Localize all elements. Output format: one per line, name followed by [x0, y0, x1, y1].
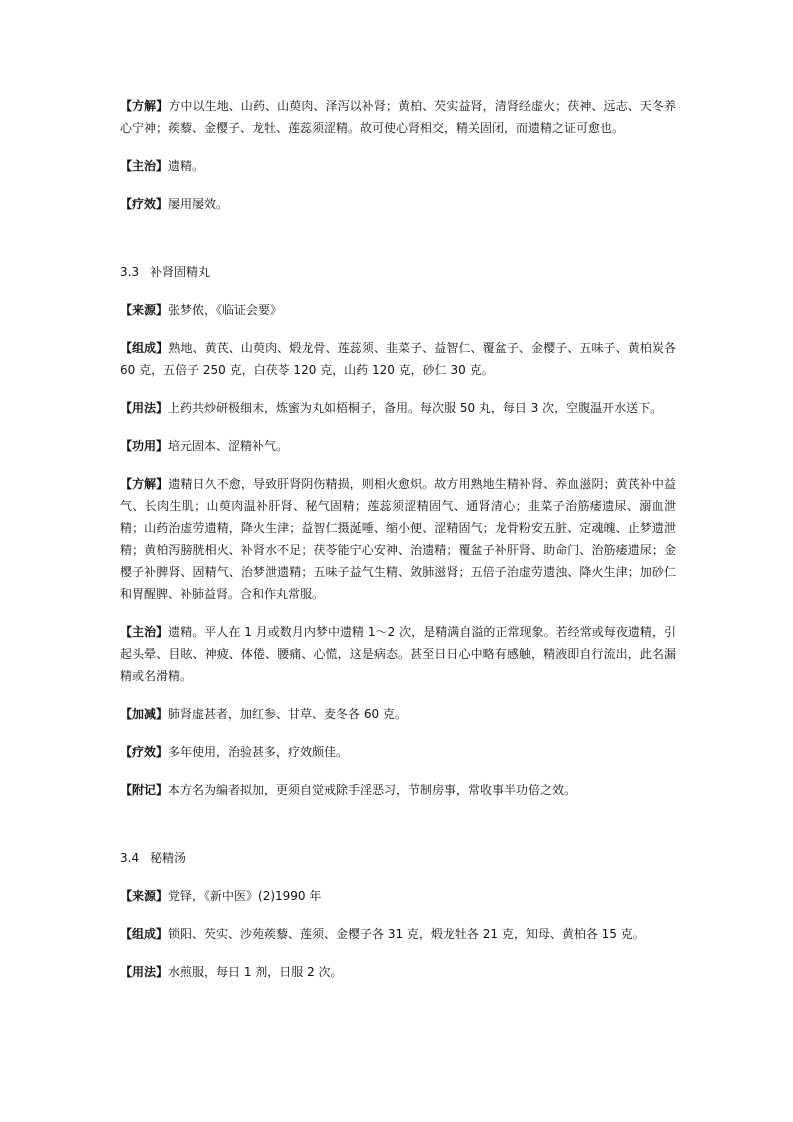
- jiajian-label: 【加减】: [120, 707, 169, 721]
- zucheng-paragraph: [120, 337, 676, 381]
- zhuzhi-label: 【主治】: [120, 625, 169, 639]
- section-number: 3.4: [120, 851, 140, 865]
- zhuzhi-paragraph: [120, 155, 676, 177]
- yongfa-paragraph-3-4: [120, 961, 676, 983]
- zucheng-paragraph-3-4: [120, 923, 676, 945]
- liaoxiao-text: 屡用屡效。: [168, 197, 229, 211]
- fangjie-paragraph-3-3: [120, 473, 676, 605]
- fangjie-label: 【方解】: [120, 99, 169, 113]
- fangjie-text: 遗精日久不愈，导致肝肾阴伤精损，则相火愈炽。故方用熟地生精补肾、养血滋阴；黄芪补中益气、长肉生肌；山萸肉温补肝肾、秘气固精；莲蕊须涩精固气、通肾清心；韭菜子治筋痿遗尿、溺血泄精；山药治虚劳遗精，降火生津；益智仁摄涎唾、缩小便、涩精固气；龙骨粉安五脏、定魂魄、止梦遗泄精；黄柏泻膀胱相火、补肾水不足；茯苓能宁心安神、治遗精；覆盆子补肝肾、助命门、治筋痿遗尿；金樱子补脾肾、固精气、治梦泄遗精；五味子益气生精、敛肺滋肾；五倍子治虚劳遗浊、降火生津；加砂仁和胃醒脾、补肺益肾。合和作丸常服。: [120, 477, 676, 601]
- fuji-text: 本方名为编者拟加，更须自觉戒除手淫恶习，节制房事，常收事半功倍之效。: [168, 783, 577, 797]
- laiyuan-label: 【来源】: [120, 889, 169, 903]
- fangjie-paragraph: [120, 95, 676, 139]
- laiyuan-text: 党铎，《新中医》(2)1990 年: [168, 889, 322, 903]
- gongyong-paragraph: [120, 435, 676, 457]
- yongfa-label: 【用法】: [120, 965, 169, 979]
- gongyong-label: 【功用】: [120, 439, 169, 453]
- zhuzhi-paragraph-3-3: [120, 621, 676, 687]
- yongfa-text: 上药共炒研极细末，炼蜜为丸如梧桐子，备用。每次服 50 丸，每日 3 次，空腹温开水送下。: [168, 401, 663, 415]
- liaoxiao-paragraph: [120, 193, 676, 215]
- laiyuan-paragraph: [120, 299, 676, 321]
- zucheng-label: 【组成】: [120, 341, 169, 355]
- liaoxiao-label: 【疗效】: [120, 745, 169, 759]
- jiajian-paragraph: [120, 703, 676, 725]
- section-heading-3-3: [120, 261, 676, 283]
- liaoxiao-text: 多年使用，治验甚多，疗效颇佳。: [168, 745, 349, 759]
- liaoxiao-label: 【疗效】: [120, 197, 169, 211]
- zucheng-text: 熟地、黄芪、山萸肉、煅龙骨、莲蕊须、韭菜子、益智仁、覆盆子、金樱子、五味子、黄柏炭各 60 克，五倍子 250 克，白茯苓 120 克，山药 120 克，砂仁 30 克。: [120, 341, 676, 377]
- laiyuan-label: 【来源】: [120, 303, 169, 317]
- zhuzhi-text: 遗精。: [168, 159, 205, 173]
- fangjie-label: 【方解】: [120, 477, 169, 491]
- zucheng-text: 锁阳、芡实、沙苑蒺藜、莲须、金樱子各 31 克，煅龙牡各 21 克，知母、黄柏各 15 克。: [168, 927, 645, 941]
- laiyuan-paragraph-3-4: [120, 885, 676, 907]
- liaoxiao-paragraph-3-3: [120, 741, 676, 763]
- gongyong-text: 培元固本、涩精补气。: [168, 439, 289, 453]
- yongfa-text: 水煎服，每日 1 剂，日服 2 次。: [168, 965, 343, 979]
- section-title: 秘精汤: [150, 851, 187, 865]
- jiajian-text: 肺肾虚甚者，加红参、甘草、麦冬各 60 克。: [168, 707, 407, 721]
- zhuzhi-label: 【主治】: [120, 159, 169, 173]
- yongfa-paragraph: [120, 397, 676, 419]
- fangjie-text: 方中以生地、山药、山萸肉、泽泻以补肾；黄柏、芡实益肾，清肾经虚火；茯神、远志、天冬养心宁神；蒺藜、金樱子、龙牡、莲蕊须涩精。故可使心肾相交，精关固闭，而遗精之证可愈也。: [120, 99, 676, 135]
- yongfa-label: 【用法】: [120, 401, 169, 415]
- fuji-paragraph: [120, 779, 676, 801]
- zhuzhi-text: 遗精。平人在 1 月或数月内梦中遗精 1～2 次，是精满自溢的正常现象。若经常或每夜遗精，引起头晕、目眩、神疲、体倦、腰痛、心慌，这是病态。甚至日日心中略有感触，精液即自行流出，此名漏精或名滑精。: [120, 625, 676, 683]
- document-page: [120, 95, 676, 983]
- section-heading-3-4: [120, 847, 676, 869]
- zucheng-label: 【组成】: [120, 927, 169, 941]
- fuji-label: 【附记】: [120, 783, 169, 797]
- section-number: 3.3: [120, 265, 140, 279]
- laiyuan-text: 张梦侬，《临证会要》: [168, 303, 283, 317]
- section-title: 补肾固精丸: [150, 265, 211, 279]
